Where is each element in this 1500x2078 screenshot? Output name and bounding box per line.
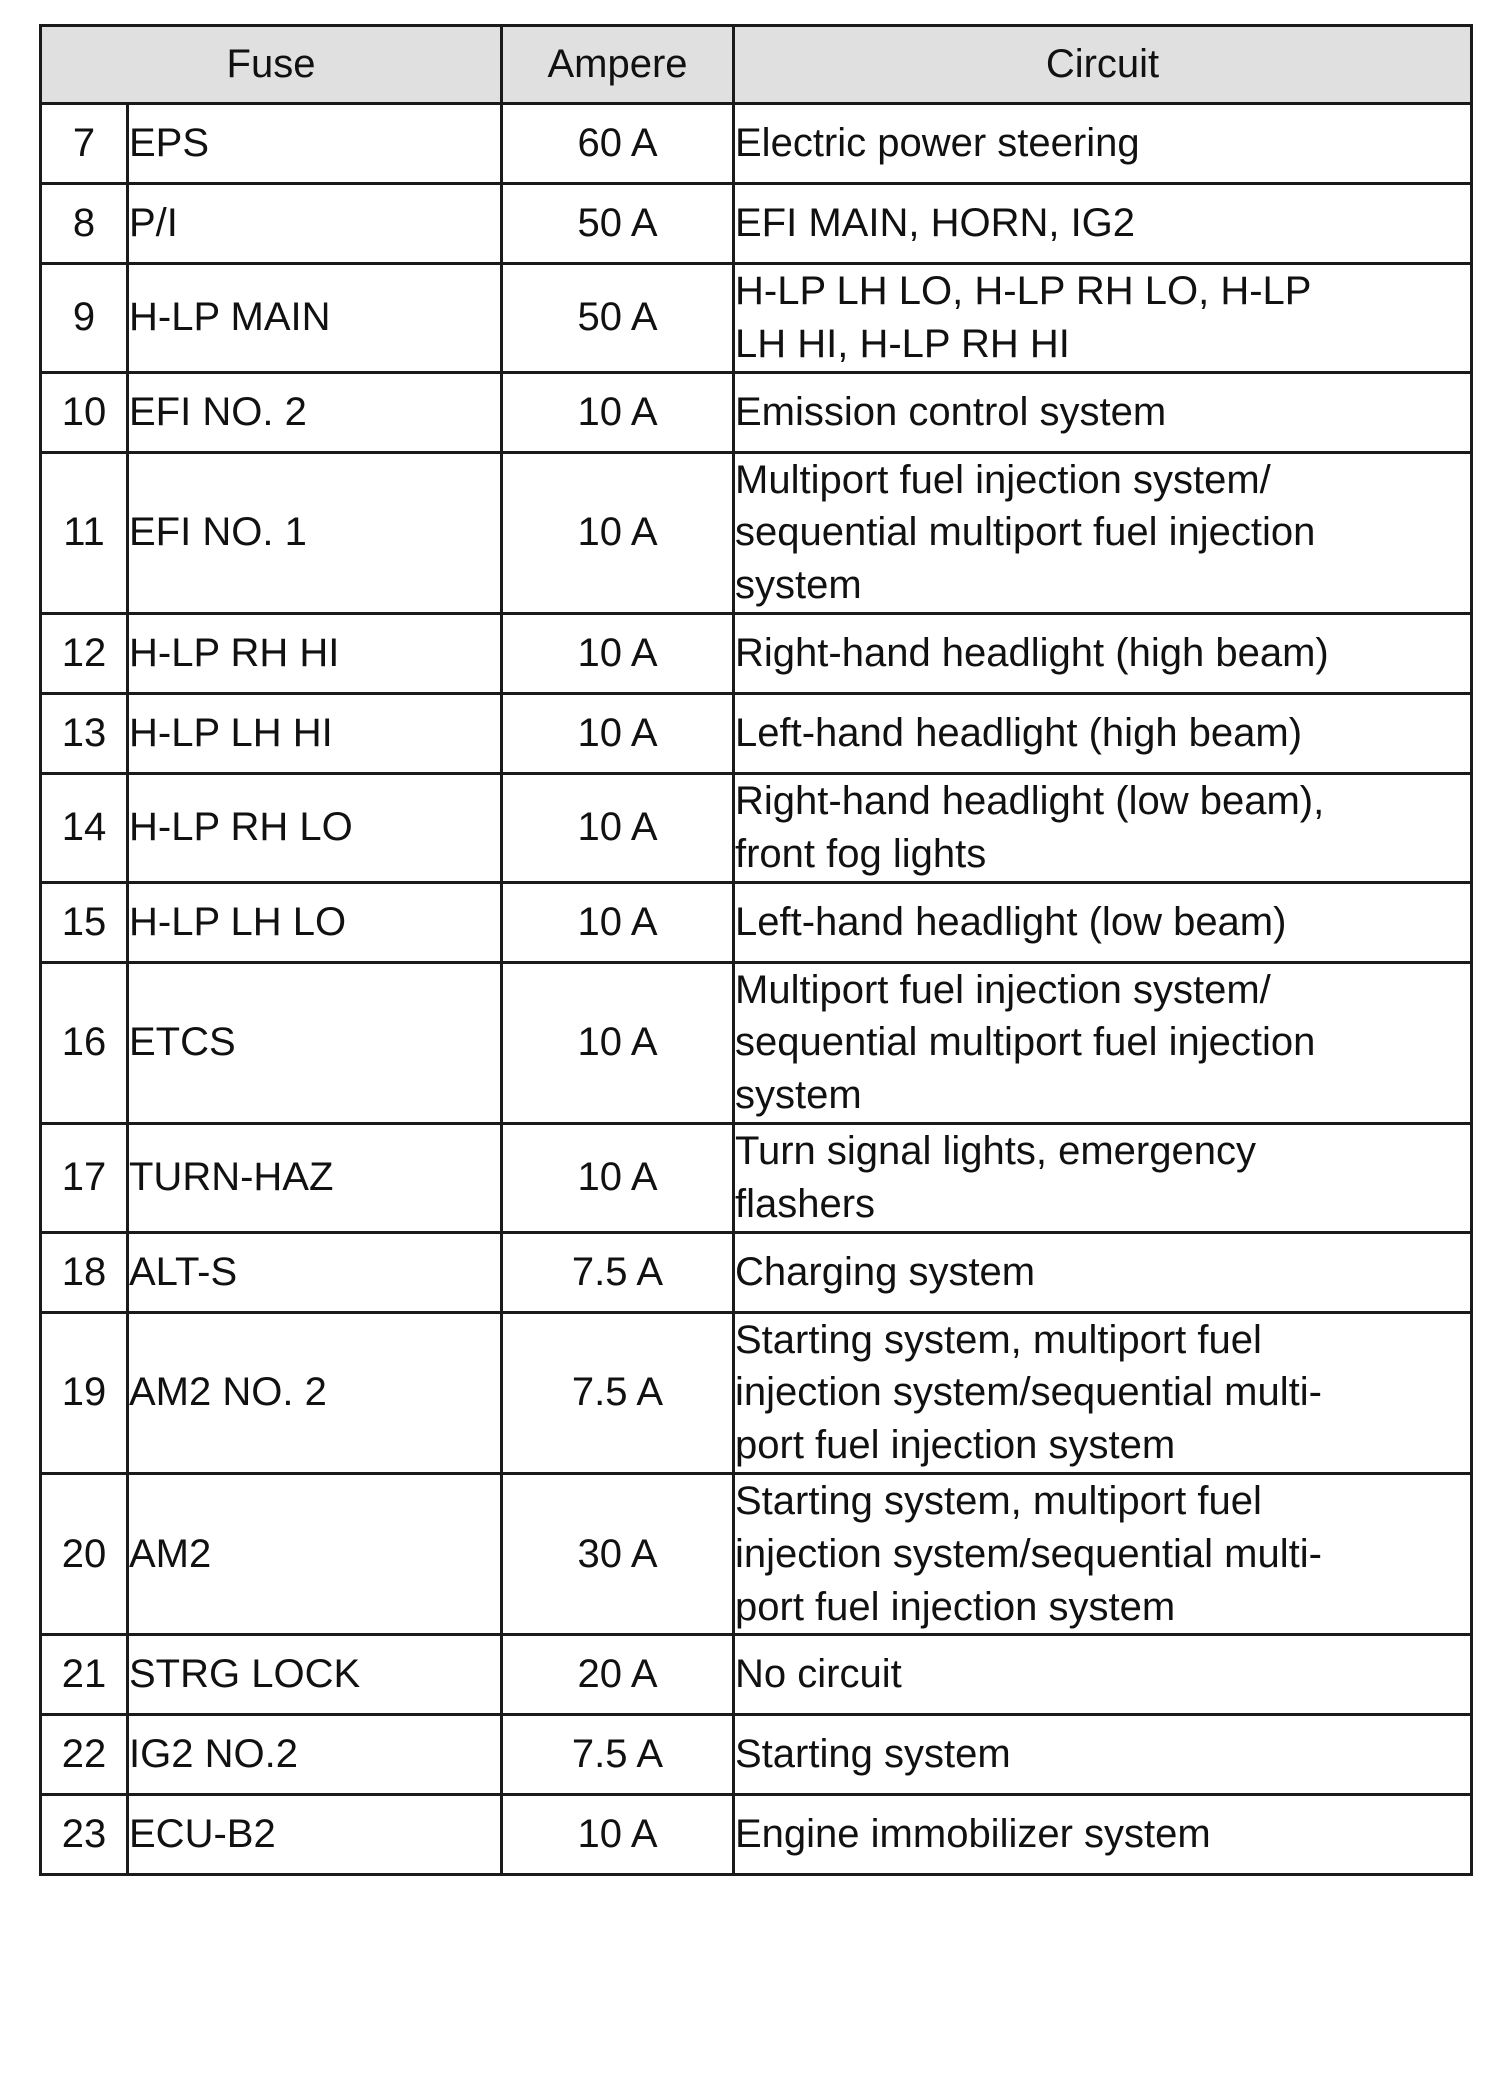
- circuit-line: flashers: [735, 1181, 876, 1226]
- fuse-circuit: [734, 1123, 1472, 1232]
- circuit-line: Multiport fuel injection system/: [735, 967, 1271, 1012]
- fuse-name: ECU-B2: [128, 1795, 502, 1875]
- fuse-circuit: [734, 1473, 1472, 1634]
- fuse-circuit: [734, 1635, 1472, 1715]
- table-row: [41, 1795, 1472, 1875]
- fuse-circuit: [734, 882, 1472, 962]
- fuse-number: 13: [41, 693, 128, 773]
- fuse-ampere: 50 A: [502, 264, 734, 373]
- fuse-name: H-LP MAIN: [128, 264, 502, 373]
- table-row: [41, 264, 1472, 373]
- circuit-line: system: [735, 563, 862, 608]
- fuse-name: EFI NO. 1: [128, 452, 502, 613]
- fuse-ampere: 60 A: [502, 104, 734, 184]
- fuse-circuit: [734, 452, 1472, 613]
- circuit-line: injection system/sequential multi-: [735, 1370, 1322, 1415]
- fuse-name: H-LP RH LO: [128, 773, 502, 882]
- circuit-line: EFI MAIN, HORN, IG2: [735, 201, 1136, 246]
- fuse-number: 12: [41, 613, 128, 693]
- fuse-number: 8: [41, 184, 128, 264]
- fuse-ampere: 7.5 A: [502, 1232, 734, 1312]
- fuse-name: IG2 NO.2: [128, 1715, 502, 1795]
- fuse-name: P/I: [128, 184, 502, 264]
- header-circuit: Circuit: [734, 26, 1472, 104]
- circuit-line: sequential multiport fuel injection: [735, 1020, 1316, 1065]
- fuse-ampere: 7.5 A: [502, 1715, 734, 1795]
- table-row: [41, 1123, 1472, 1232]
- table-row: [41, 882, 1472, 962]
- fuse-ampere: 10 A: [502, 1123, 734, 1232]
- fuse-name: ALT-S: [128, 1232, 502, 1312]
- fuse-ampere: 50 A: [502, 184, 734, 264]
- circuit-line: No circuit: [735, 1652, 902, 1697]
- fuse-number: 7: [41, 104, 128, 184]
- fuse-ampere: 20 A: [502, 1635, 734, 1715]
- table-row: [41, 372, 1472, 452]
- circuit-line: system: [735, 1073, 862, 1118]
- fuse-circuit: [734, 693, 1472, 773]
- fuse-name: TURN-HAZ: [128, 1123, 502, 1232]
- circuit-line: Multiport fuel injection system/: [735, 457, 1271, 502]
- table-header-row: [41, 26, 1472, 104]
- fuse-ampere: 30 A: [502, 1473, 734, 1634]
- table-row: [41, 962, 1472, 1123]
- fuse-name: EPS: [128, 104, 502, 184]
- table-body: [41, 104, 1472, 1875]
- fuse-circuit: [734, 613, 1472, 693]
- table-row: [41, 773, 1472, 882]
- fuse-circuit: [734, 1715, 1472, 1795]
- fuse-circuit: [734, 962, 1472, 1123]
- circuit-line: injection system/sequential multi-: [735, 1531, 1322, 1576]
- table-row: [41, 613, 1472, 693]
- fuse-ampere: 10 A: [502, 882, 734, 962]
- fuse-circuit: [734, 184, 1472, 264]
- fuse-name: H-LP LH LO: [128, 882, 502, 962]
- fuse-name: AM2 NO. 2: [128, 1312, 502, 1473]
- fuse-number: 20: [41, 1473, 128, 1634]
- fuse-name: STRG LOCK: [128, 1635, 502, 1715]
- fuse-name: EFI NO. 2: [128, 372, 502, 452]
- fuse-number: 11: [41, 452, 128, 613]
- fuse-ampere: 10 A: [502, 452, 734, 613]
- fuse-number: 22: [41, 1715, 128, 1795]
- fuse-number: 18: [41, 1232, 128, 1312]
- fuse-ampere: 10 A: [502, 613, 734, 693]
- fuse-circuit: [734, 264, 1472, 373]
- circuit-line: front fog lights: [735, 831, 987, 876]
- fuse-number: 19: [41, 1312, 128, 1473]
- fuse-circuit: [734, 1795, 1472, 1875]
- fuse-number: 15: [41, 882, 128, 962]
- circuit-line: Engine immobilizer system: [735, 1812, 1211, 1857]
- fuse-ampere: 10 A: [502, 962, 734, 1123]
- circuit-line: port fuel injection system: [735, 1584, 1176, 1629]
- circuit-line: Charging system: [735, 1249, 1036, 1294]
- fuse-number: 23: [41, 1795, 128, 1875]
- circuit-line: H-LP LH LO, H-LP RH LO, H-LP: [735, 269, 1312, 313]
- fuse-circuit: [734, 1312, 1472, 1473]
- table-row: [41, 452, 1472, 613]
- table-row: [41, 1473, 1472, 1634]
- fuse-ampere: 10 A: [502, 773, 734, 882]
- fuse-ampere: 7.5 A: [502, 1312, 734, 1473]
- circuit-line: Right-hand headlight (high beam): [735, 631, 1329, 676]
- fuse-name: ETCS: [128, 962, 502, 1123]
- table-row: [41, 1635, 1472, 1715]
- fuse-number: 9: [41, 264, 128, 373]
- circuit-line: Starting system, multiport fuel: [735, 1317, 1262, 1362]
- fuse-table: [39, 24, 1473, 1876]
- fuse-name: AM2: [128, 1473, 502, 1634]
- fuse-number: 21: [41, 1635, 128, 1715]
- circuit-line: Left-hand headlight (low beam): [735, 899, 1287, 944]
- fuse-circuit: [734, 773, 1472, 882]
- circuit-line: Right-hand headlight (low beam),: [735, 778, 1325, 823]
- fuse-circuit: [734, 372, 1472, 452]
- fuse-ampere: 10 A: [502, 1795, 734, 1875]
- fuse-name: H-LP RH HI: [128, 613, 502, 693]
- table-row: [41, 1232, 1472, 1312]
- circuit-line: Starting system, multiport fuel: [735, 1478, 1262, 1523]
- table-row: [41, 184, 1472, 264]
- fuse-number: 10: [41, 372, 128, 452]
- circuit-line: Starting system: [735, 1732, 1011, 1777]
- circuit-line: port fuel injection system: [735, 1423, 1176, 1468]
- circuit-line: LH HI, H-LP RH HI: [735, 321, 1070, 366]
- fuse-ampere: 10 A: [502, 372, 734, 452]
- header-fuse: Fuse: [41, 26, 502, 104]
- fuse-number: 14: [41, 773, 128, 882]
- circuit-line: sequential multiport fuel injection: [735, 510, 1316, 555]
- fuse-circuit: [734, 1232, 1472, 1312]
- fuse-number: 16: [41, 962, 128, 1123]
- fuse-ampere: 10 A: [502, 693, 734, 773]
- circuit-line: Electric power steering: [735, 121, 1140, 166]
- circuit-line: Emission control system: [735, 389, 1167, 434]
- table-row: [41, 1312, 1472, 1473]
- circuit-line: Left-hand headlight (high beam): [735, 711, 1303, 756]
- table-row: [41, 1715, 1472, 1795]
- fuse-circuit: [734, 104, 1472, 184]
- table-row: [41, 693, 1472, 773]
- header-ampere: Ampere: [502, 26, 734, 104]
- circuit-line: Turn signal lights, emergency: [735, 1128, 1256, 1173]
- table-row: [41, 104, 1472, 184]
- fuse-number: 17: [41, 1123, 128, 1232]
- fuse-name: H-LP LH HI: [128, 693, 502, 773]
